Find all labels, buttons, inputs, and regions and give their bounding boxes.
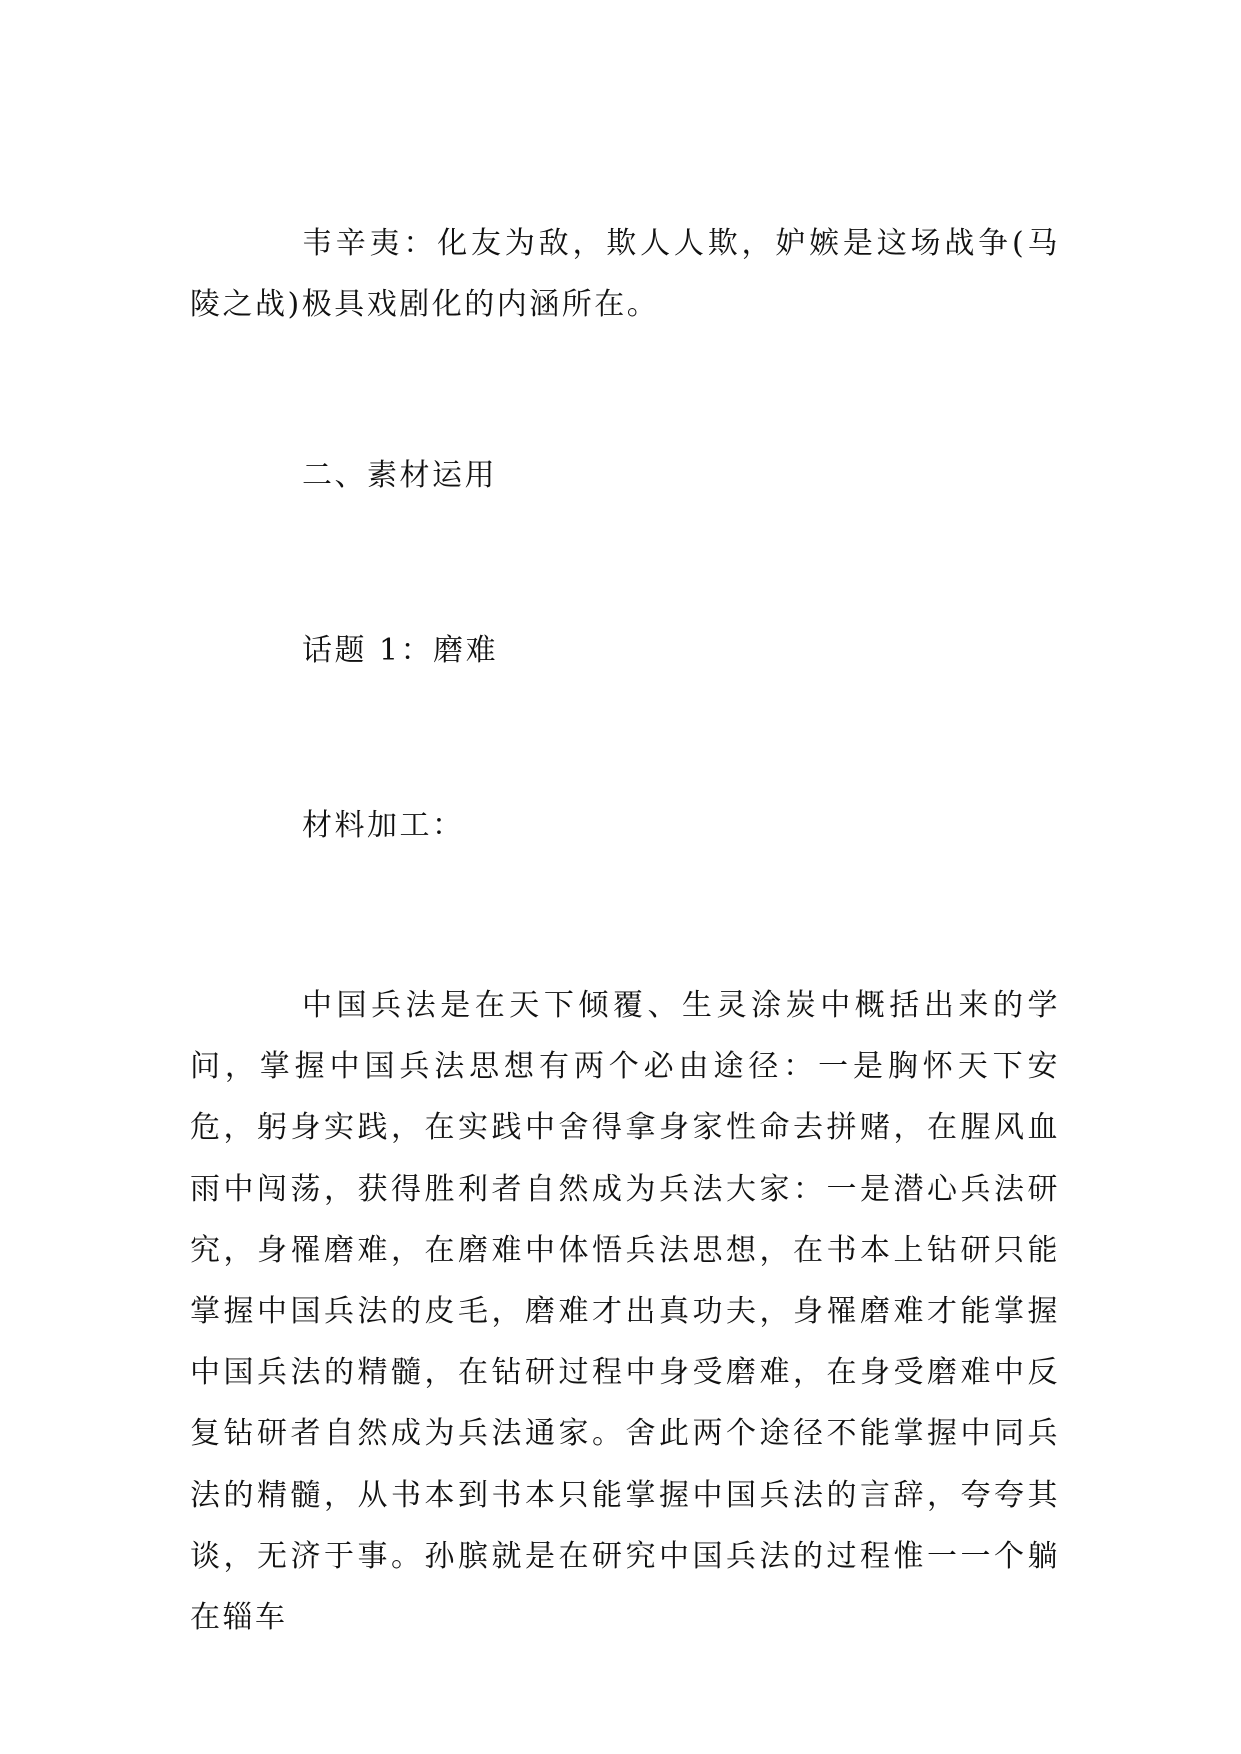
paragraph-main: 中国兵法是在天下倾覆、生灵涂炭中概括出来的学问，掌握中国兵法思想有两个必由途径：一是胸怀天下安危，躬身实践，在实践中舍得拿身家性命去拼赌，在腥风血雨中闯荡，获得胜利者自然成为兵法大家：一是潜心兵法研究，身罹磨难，在磨难中体悟兵法思想，在书本上钻研只能掌握中国兵法的皮毛，磨难才出真功夫，身罹磨难才能掌握中国兵法的精髓，在钻研过程中身受磨难，在身受磨难中反复钻研者自然成为兵法通家。舍此两个途径不能掌握中同兵法的精髓，从书本到书本只能掌握中国兵法的言辞，夸夸其谈，无济于事。孙膑就是在研究中国兵法的过程惟一一个躺在辎车 (190, 988, 1060, 1636)
paragraph-wei-xinyi: 韦辛夷：化友为敌，欺人人欺，妒嫉是这场战争(马陵之战)极具戏剧化的内涵所在。 (190, 226, 1060, 322)
topic-heading: 话题 1：磨难 (302, 633, 499, 668)
section-heading: 二、素材运用 (302, 458, 497, 493)
material-heading: 材料加工： (302, 808, 465, 843)
